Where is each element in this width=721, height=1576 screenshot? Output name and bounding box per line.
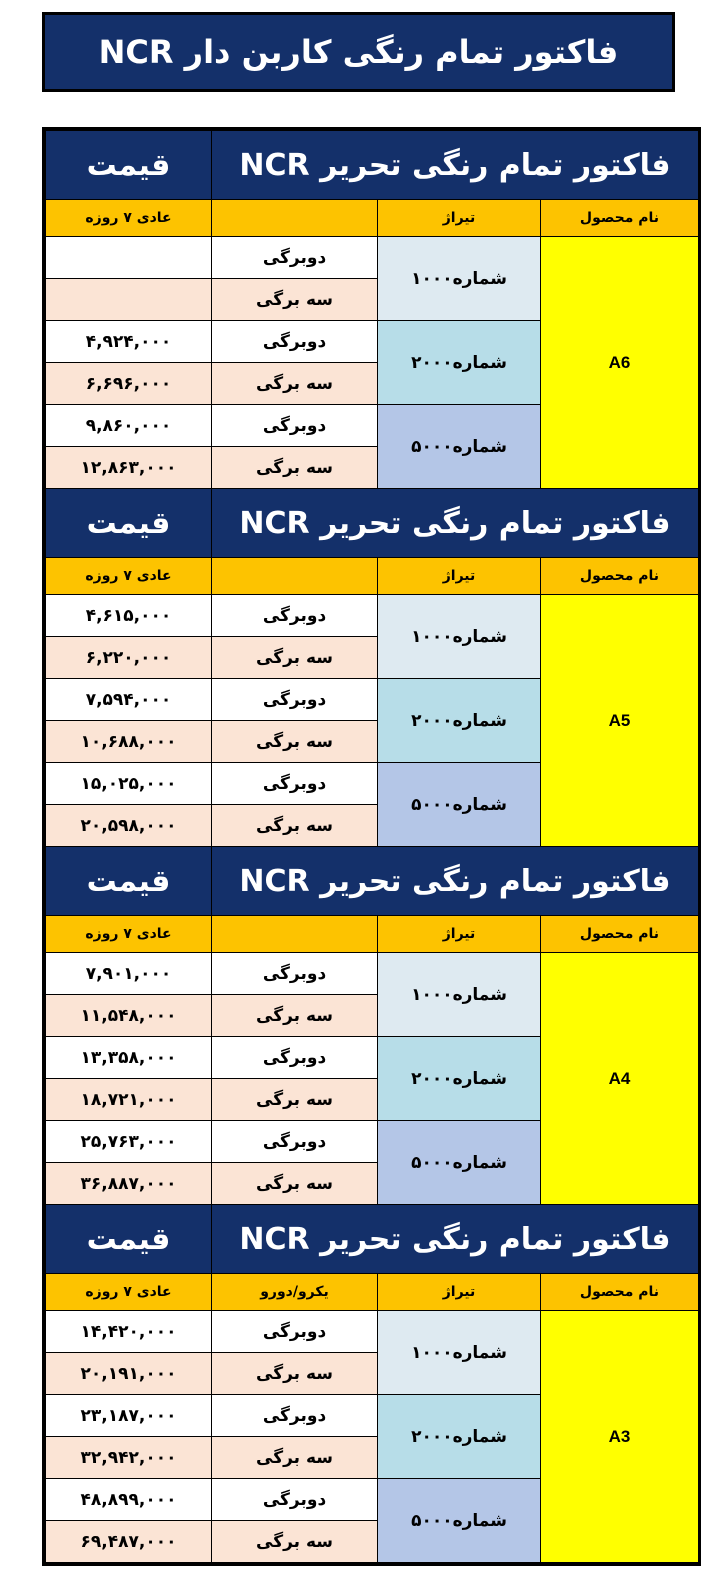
price-cell: ۱۵,۰۲۵,۰۰۰ [46, 763, 212, 805]
price-cell [46, 237, 212, 279]
sheet-type-cell: دوبرگی [212, 1479, 378, 1521]
price-tables [42, 127, 701, 1566]
quantity-cell: ۱۰۰۰شماره [378, 595, 541, 679]
column-header-row [46, 200, 699, 237]
section-title: فاکتور تمام رنگی تحریر NCR [212, 131, 699, 200]
price-cell: ۶۹,۴۸۷,۰۰۰ [46, 1521, 212, 1563]
price-header: قیمت [46, 847, 212, 916]
sheet-type-cell: دوبرگی [212, 1121, 378, 1163]
sheet-type-cell: دوبرگی [212, 237, 378, 279]
price-cell: ۱۴,۴۲۰,۰۰۰ [46, 1311, 212, 1353]
price-cell: ۱۸,۷۲۱,۰۰۰ [46, 1079, 212, 1121]
col-price-header: عادی ۷ روزه [46, 1274, 212, 1311]
sheet-type-cell: سه برگی [212, 363, 378, 405]
price-header: قیمت [46, 131, 212, 200]
product-size-cell: A6 [541, 237, 699, 489]
quantity-cell: ۱۰۰۰شماره [378, 953, 541, 1037]
sheet-type-cell: سه برگی [212, 447, 378, 489]
quantity-cell: ۵۰۰۰شماره [378, 763, 541, 847]
sheet-type-cell: سه برگی [212, 1521, 378, 1563]
sheet-type-cell: سه برگی [212, 1437, 378, 1479]
price-cell: ۶,۲۲۰,۰۰۰ [46, 637, 212, 679]
price-cell: ۱۲,۸۶۳,۰۰۰ [46, 447, 212, 489]
price-cell: ۳۲,۹۴۲,۰۰۰ [46, 1437, 212, 1479]
section-title: فاکتور تمام رنگی تحریر NCR [212, 1205, 699, 1274]
column-header-row [46, 558, 699, 595]
price-cell: ۳۶,۸۸۷,۰۰۰ [46, 1163, 212, 1205]
col-type-header [212, 558, 378, 595]
sheet-type-cell: دوبرگی [212, 595, 378, 637]
sheet-type-cell: سه برگی [212, 1353, 378, 1395]
price-cell: ۴,۹۲۴,۰۰۰ [46, 321, 212, 363]
quantity-cell: ۵۰۰۰شماره [378, 1121, 541, 1205]
col-qty-header: تیراژ [378, 558, 541, 595]
quantity-cell: ۱۰۰۰شماره [378, 237, 541, 321]
quantity-cell: ۲۰۰۰شماره [378, 1395, 541, 1479]
column-header-row [46, 1274, 699, 1311]
sheet-type-cell: دوبرگی [212, 679, 378, 721]
sheet-type-cell: دوبرگی [212, 763, 378, 805]
page-title [42, 12, 675, 92]
col-name-header: نام محصول [541, 1274, 699, 1311]
col-name-header: نام محصول [541, 916, 699, 953]
price-header: قیمت [46, 1205, 212, 1274]
section-header [46, 1205, 699, 1274]
col-name-header: نام محصول [541, 200, 699, 237]
col-qty-header: تیراژ [378, 1274, 541, 1311]
price-cell: ۱۰,۶۸۸,۰۰۰ [46, 721, 212, 763]
quantity-cell: ۲۰۰۰شماره [378, 1037, 541, 1121]
price-cell: ۶,۶۹۶,۰۰۰ [46, 363, 212, 405]
sheet-type-cell: سه برگی [212, 805, 378, 847]
col-price-header: عادی ۷ روزه [46, 916, 212, 953]
sheet-type-cell: سه برگی [212, 1079, 378, 1121]
product-size-cell: A5 [541, 595, 699, 847]
sheet-type-cell: سه برگی [212, 721, 378, 763]
sheet-type-cell: دوبرگی [212, 405, 378, 447]
sheet-type-cell: دوبرگی [212, 321, 378, 363]
price-cell [46, 279, 212, 321]
table-row [46, 595, 699, 637]
col-type-header [212, 200, 378, 237]
quantity-cell: ۵۰۰۰شماره [378, 1479, 541, 1563]
sheet-type-cell: سه برگی [212, 995, 378, 1037]
sheet-type-cell: دوبرگی [212, 1395, 378, 1437]
quantity-cell: ۲۰۰۰شماره [378, 321, 541, 405]
price-cell: ۴,۶۱۵,۰۰۰ [46, 595, 212, 637]
price-cell: ۷,۵۹۴,۰۰۰ [46, 679, 212, 721]
section-header [46, 489, 699, 558]
section-title: فاکتور تمام رنگی تحریر NCR [212, 847, 699, 916]
section-title: فاکتور تمام رنگی تحریر NCR [212, 489, 699, 558]
product-size-cell: A4 [541, 953, 699, 1205]
price-table [45, 130, 699, 1563]
price-header: قیمت [46, 489, 212, 558]
col-qty-header: تیراژ [378, 200, 541, 237]
sheet-type-cell: دوبرگی [212, 953, 378, 995]
sheet-type-cell: دوبرگی [212, 1037, 378, 1079]
table-row [46, 953, 699, 995]
col-name-header: نام محصول [541, 558, 699, 595]
col-price-header: عادی ۷ روزه [46, 200, 212, 237]
sheet-type-cell: دوبرگی [212, 1311, 378, 1353]
price-cell: ۷,۹۰۱,۰۰۰ [46, 953, 212, 995]
col-type-header: یکرو/دورو [212, 1274, 378, 1311]
quantity-cell: ۱۰۰۰شماره [378, 1311, 541, 1395]
column-header-row [46, 916, 699, 953]
sheet-type-cell: سه برگی [212, 637, 378, 679]
section-header [46, 131, 699, 200]
price-table-body [46, 131, 699, 1563]
sheet-type-cell: سه برگی [212, 279, 378, 321]
price-cell: ۱۳,۳۵۸,۰۰۰ [46, 1037, 212, 1079]
table-row [46, 1311, 699, 1353]
quantity-cell: ۲۰۰۰شماره [378, 679, 541, 763]
col-qty-header: تیراژ [378, 916, 541, 953]
quantity-cell: ۵۰۰۰شماره [378, 405, 541, 489]
price-cell: ۹,۸۶۰,۰۰۰ [46, 405, 212, 447]
page-title-text: فاکتور تمام رنگی کاربن دار NCR [98, 33, 619, 71]
section-header [46, 847, 699, 916]
price-cell: ۲۰,۵۹۸,۰۰۰ [46, 805, 212, 847]
price-cell: ۴۸,۸۹۹,۰۰۰ [46, 1479, 212, 1521]
price-cell: ۱۱,۵۴۸,۰۰۰ [46, 995, 212, 1037]
price-cell: ۲۰,۱۹۱,۰۰۰ [46, 1353, 212, 1395]
sheet-type-cell: سه برگی [212, 1163, 378, 1205]
table-row [46, 237, 699, 279]
product-size-cell: A3 [541, 1311, 699, 1563]
col-price-header: عادی ۷ روزه [46, 558, 212, 595]
price-cell: ۲۳,۱۸۷,۰۰۰ [46, 1395, 212, 1437]
price-cell: ۲۵,۷۶۳,۰۰۰ [46, 1121, 212, 1163]
col-type-header [212, 916, 378, 953]
